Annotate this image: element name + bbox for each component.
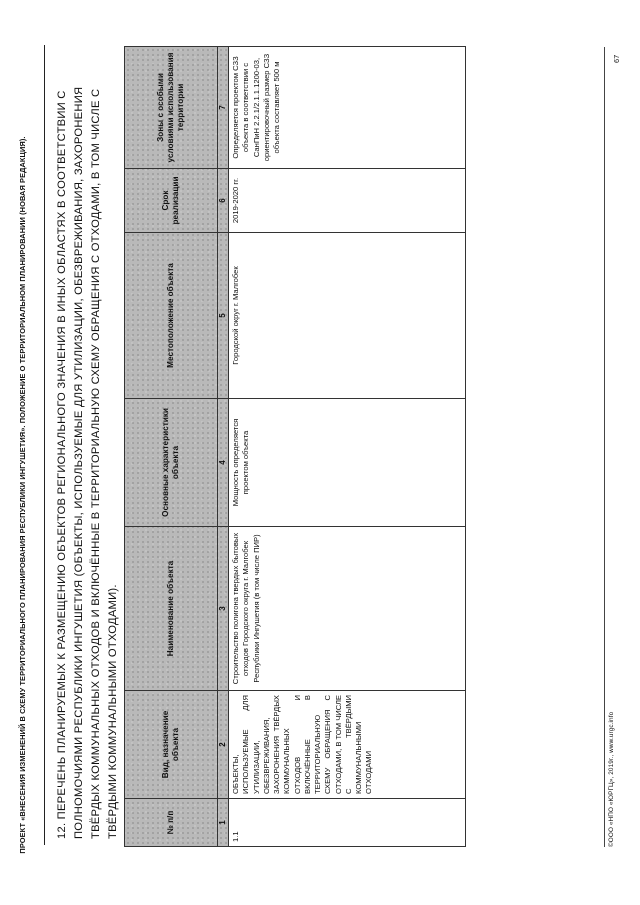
cell-num: 1.1 — [229, 799, 466, 847]
column-number: 7 — [218, 47, 229, 169]
header-cell-characteristics: Основные характеристики объекта — [125, 399, 218, 527]
header-cell-zones: Зоны с особыми условиями использования территории — [125, 47, 218, 169]
column-number: 1 — [218, 799, 229, 847]
header-cell-name: Наименование объекта — [125, 527, 218, 691]
section-title: 12. ПЕРЕЧЕНЬ ПЛАНИРУЕМЫХ К РАЗМЕЩЕНИЮ ОБЪЕКТОВ РЕГИОНАЛЬНОГО ЗНАЧЕНИЯ В ИНЫХ ОБЛАСТЯХ В СООТВЕТСТВИИ С ПОЛНОМОЧИЯМИ РЕСПУБЛИКИ ИНГУШЕТИЯ (ОБЪЕКТЫ, ИСПОЛЬЗУЕМЫЕ ДЛЯ УТИЛИЗАЦИИ, ОБЕЗВРЕЖИВАНИЯ, ЗАХОРОНЕНИЯ ТВЁРДЫХ КОММУНАЛЬНЫХ ОТХОДОВ И ВКЛЮЧЁННЫЕ В ТЕРРИТОРИАЛЬНУЮ СХЕМУ ОБРАЩЕНИЯ С ОТХОДАМИ, В ТОМ ЧИСЛЕ С ТВЁРДЫМИ КОММУНАЛЬНЫМИ ОТХОДАМИ). — [56, 86, 120, 839]
table-row — [229, 47, 466, 847]
column-number-row — [218, 47, 229, 847]
header-cell-num: № п/п — [125, 799, 218, 847]
table-header-row — [125, 47, 218, 847]
cell-name: Строительство полигона твердых бытовых отходов Городского округа г. Малгобек Республики Ингушетия (в том числе ПИР) — [229, 527, 466, 691]
column-number: 3 — [218, 527, 229, 691]
cell-characteristics: Мощность определяется проектом объекта — [229, 399, 466, 527]
page-number: 67 — [612, 54, 621, 63]
header-cell-location: Местоположение объекта — [125, 233, 218, 399]
cell-kind: ОБЪЕКТЫ, ИСПОЛЬЗУЕМЫЕ ДЛЯ УТИЛИЗАЦИИ, ОБЕЗВРЕЖИВАНИЯ, ЗАХОРОНЕНИЯ ТВЁРДЫХ КОММУНАЛЬНЫХ ОТХОДОВ И ВКЛЮЧЁННЫЕ В ТЕРРИТОРИАЛЬНУЮ СХЕМУ ОБРАЩЕНИЯ С ОТХОДАМИ, В ТОМ ЧИСЛЕ С ТВЁРДЫМИ КОММУНАЛЬНЫМИ ОТХОДАМИ — [229, 691, 466, 799]
column-number: 5 — [218, 233, 229, 399]
column-number: 4 — [218, 399, 229, 527]
cell-term: 2019-2020 гг. — [229, 169, 466, 233]
page-header: ПРОЕКТ «ВНЕСЕНИЯ ИЗМЕНЕНИЙ В СХЕМУ ТЕРРИТОРИАЛЬНОГО ПЛАНИРОВАНИЯ РЕСПУБЛИКИ ИНГУШЕТИЯ». ПОЛОЖЕНИЕ О ТЕРРИТОРИАЛЬНОМ ПЛАНИРОВАНИИ (НОВАЯ РЕДАКЦИЯ). — [18, 136, 27, 854]
objects-table — [124, 46, 466, 847]
cell-zones: Определяется проектом СЗЗ объекта в соответствии с СанПиН 2.2.1/2.1.1.1200-03, ориентировочный размер СЗЗ объекта составляет 500 м — [229, 47, 466, 169]
cell-location: Городской округ г. Малгобек — [229, 233, 466, 399]
footer-copyright: ©ООО «НПО «ЮРГЦ», 2019г., www.urgc.info — [608, 711, 615, 847]
header-cell-kind: Вид, назначение объекта — [125, 691, 218, 799]
header-cell-term: Срок реализации — [125, 169, 218, 233]
column-number: 6 — [218, 169, 229, 233]
header-divider — [44, 45, 45, 845]
column-number: 2 — [218, 691, 229, 799]
footer-divider — [604, 47, 605, 847]
